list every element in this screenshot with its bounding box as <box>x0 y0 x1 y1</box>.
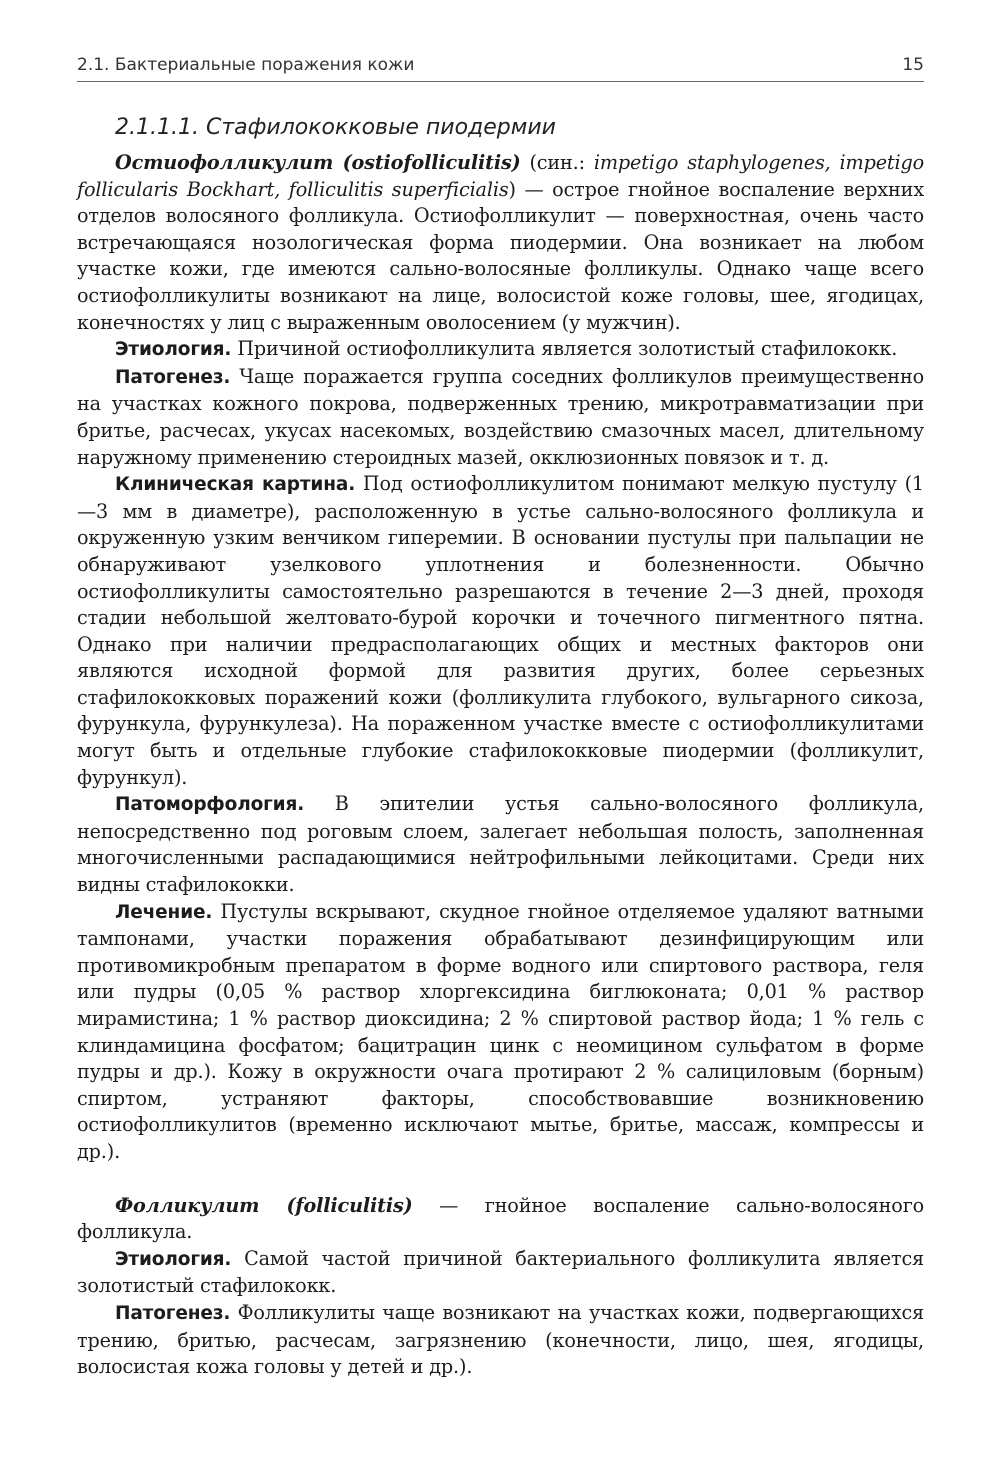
definition-text: ) — острое гнойное воспаление верхних отделов волосяного фолликула. Остиофолликулит — поверхностная, очень часто встречающаяся нозологическая форма пиодермии. Она возникает на любом участке кожи, где имеются сально-волосяные фолликулы. Однако чаще всего остиофолликулиты возникают на лице, волосистой коже головы, шее, ягодицах, конечностях у лиц с выраженным оволосением (у мужчин). <box>77 177 924 334</box>
synonyms-latin: impetigo staphylogenes, impetigo follicularis Bockhart, folliculitis superficialis <box>77 151 924 201</box>
paragraph-clinical-picture <box>77 471 924 791</box>
heading-folliculitis-pathogenesis: Патогенез. <box>115 1302 231 1324</box>
running-title: 2.1. Бактериальные поражения кожи <box>77 55 415 75</box>
clinical-picture-text: Под остиофолликулитом понимают мелкую пустулу (1—3 мм в диаметре), расположенную в устье сально-волосяного фолликула и окруженную узким венчиком гиперемии. В основании пустулы при пальпации не обнаруживают узелкового уплотнения и болезненности. Обычно остиофолликулиты самостоятельно разрешаются в течение 2—3 дней, проходя стадии небольшой желтовато-бурой корочки и точечного пигментного пятна. Однако при наличии предрасполагающих общих и местных факторов они являются исходной формой для развития других, более серьезных стафилококковых поражений кожи (фолликулита глубокого, вульгарного сикоза, фурункула, фурункулеза). На пораженном участке вместе с остиофолликулитами могут быть и отдельные глубокие стафилококковые пиодермии (фолликулит, фурункул). <box>77 472 924 789</box>
paragraph-folliculitis-definition <box>77 1193 924 1246</box>
heading-etiology: Этиология. <box>115 339 232 361</box>
heading-clinical-picture: Клиническая картина. <box>115 474 356 496</box>
folliculitis-definition-text: — гнойное воспаление сально-волосяного фолликула. <box>77 1193 924 1244</box>
page-number: 15 <box>902 55 924 75</box>
pathogenesis-text: Чаще поражается группа соседних фолликулов преимущественно на участках кожного покрова, подверженных трению, микротравматизации при бритье, расчесах, укусах насекомых, воздействию смазочных масел, длительному наружному применению стероидных мазей, окклюзионных повязок и т. д. <box>77 364 924 469</box>
paragraph-ostiofolliculitis-definition <box>77 150 924 336</box>
paragraph-folliculitis-pathogenesis <box>77 1300 924 1381</box>
folliculitis-pathogenesis-text: Фолликулиты чаще возникают на участках кожи, подвергающихся трению, бритью, расчесам, загрязнению (конечности, лицо, шея, ягодицы, волосистая кожа головы у детей и др.). <box>77 1300 924 1379</box>
paragraph-pathomorphology <box>77 791 924 898</box>
running-header <box>77 55 924 82</box>
term-folliculitis: Фолликулит (folliculitis) <box>115 1193 413 1217</box>
paragraph-etiology <box>77 336 924 364</box>
paragraph-treatment <box>77 899 924 1166</box>
paragraph-folliculitis-etiology <box>77 1246 924 1300</box>
etiology-text: Причиной остиофолликулита является золотистый стафилококк. <box>231 337 898 361</box>
heading-treatment: Лечение. <box>115 901 213 923</box>
heading-folliculitis-etiology: Этиология. <box>115 1248 232 1270</box>
pathomorphology-text: В эпителии устья сально-волосяного фолликула, непосредственно под роговым слоем, залегает небольшая полость, заполненная многочисленными распадающимися нейтрофильными лейкоцитами. Среди них видны стафилококки. <box>77 792 924 897</box>
synonyms-open: (син.: <box>520 151 594 174</box>
term-ostiofolliculitis: Остиофолликулит (ostiofolliculitis) <box>115 151 521 174</box>
heading-pathogenesis: Патогенез. <box>115 366 231 388</box>
paragraph-pathogenesis <box>77 364 924 471</box>
folliculitis-etiology-text: Самой частой причиной бактериального фолликулита является золотистый стафилококк. <box>77 1246 924 1298</box>
treatment-text: Пустулы вскрывают, скудное гнойное отделяемое удаляют ватными тампонами, участки поражения обрабатывают дезинфицирующим или противомикробным препаратом в форме водного или спиртового раствора, геля или пудры (0,05 % раствор хлоргексидина биглюконата; 0,01 % раствор мирамистина; 1 % раствор диоксидина; 2 % спиртовой раствор йода; 1 % гель с клиндамицина фосфатом; бацитрацин цинк с неомицином сульфатом в форме пудры и др.). Кожу в окружности очага протирают 2 % салициловым (борным) спиртом, устраняют факторы, способствовавшие возникновению остиофолликулитов (временно исключают мытье, бритье, массаж, компрессы и др.). <box>77 899 924 1163</box>
heading-pathomorphology: Патоморфология. <box>115 794 305 816</box>
section-title: 2.1.1.1. Стафилококковые пиодермии <box>115 115 556 140</box>
